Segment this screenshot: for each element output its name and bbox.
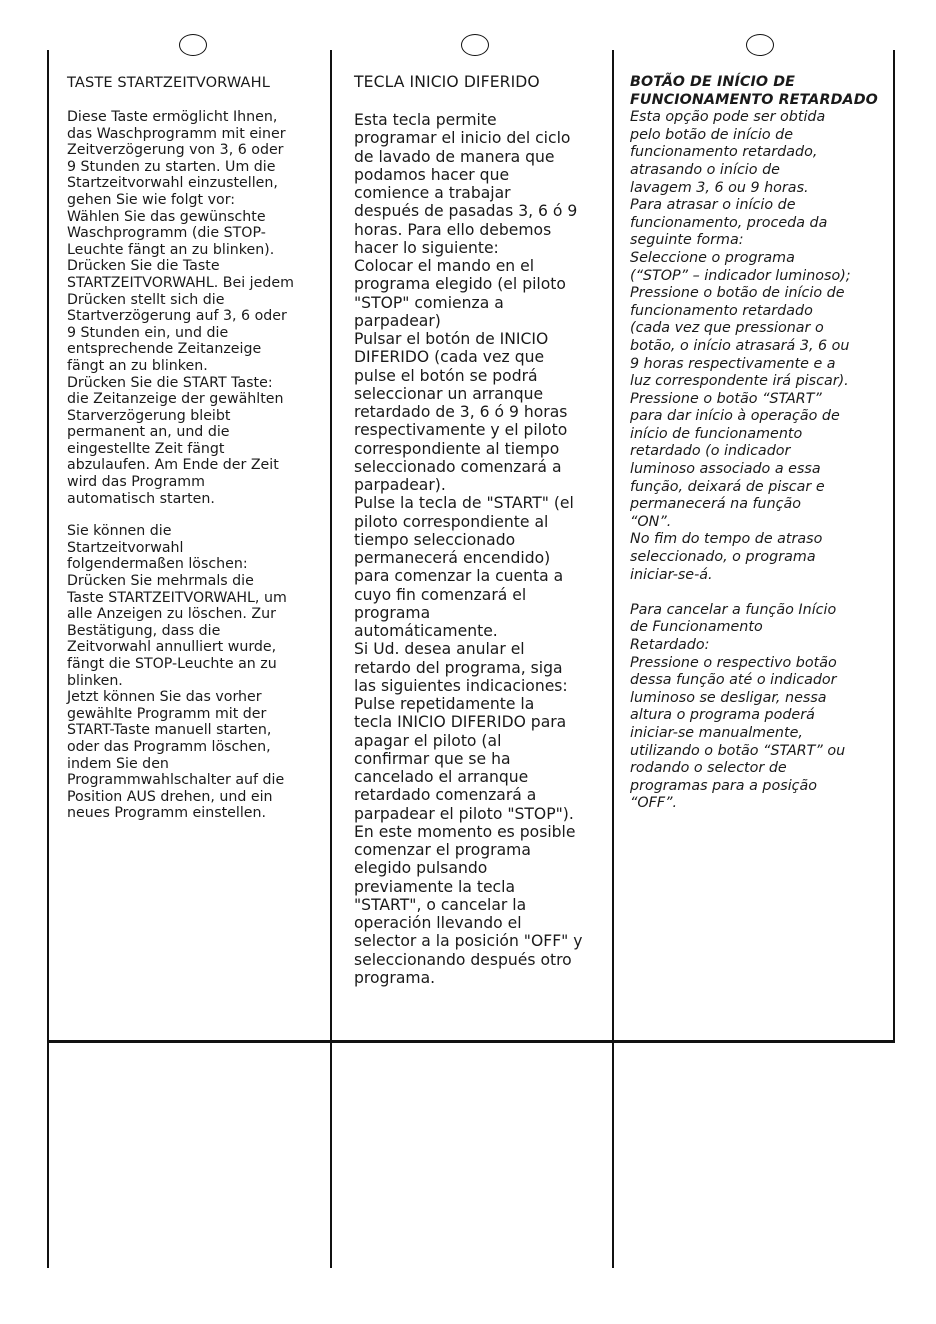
body-paragraph: Sie können die Startzeitvorwahl folgendermaßen löschen: Drücken Sie mehrmals die Taste STARTZEITVORWAHL, um alle Anzeigen zu löschen. Zur Bestätigung, dass die Zeitvorwahl annulliert wurde, fängt die STOP-Leuchte an zu blinken. Jetzt können Sie das vorher gewählte Programm mit der START-Taste manuell starten, oder das Programm löschen, indem Sie den Programmwahlschalter auf die Position AUS drehen, und ein neues Programm einstellen.	[67, 523, 287, 822]
section-heading: BOTÃO DE INÍCIO DE FUNCIONAMENTO RETARDADO	[630, 74, 878, 108]
section-heading: TECLA INICIO DIFERIDO	[354, 73, 540, 91]
section-divider	[47, 1040, 895, 1043]
language-badge-pt	[746, 34, 774, 56]
body-paragraph: Diese Taste ermöglicht Ihnen, das Waschprogramm mit einer Zeitverzögerung von 3, 6 oder 9 Stunden zu starten. Um die Startzeitvorwahl einzustellen, gehen Sie wie folgt vor: Wählen Sie das gewünschte Waschprogramm (die STOP- Leuchte fängt an zu blinken). Drücken Sie die Taste STARTZEITVORWAHL. Bei jedem Drücken stellt sich die Startverzögerung auf 3, 6 oder 9 Stunden ein, und die entsprechende Zeitanzeige fängt an zu blinken. Drücken Sie die START Taste: die Zeitanzeige der gewählten Starverzögerung bleibt permanent an, und die eingestellte Zeit fängt abzulaufen. Am Ende der Zeit wird das Programm automatisch starten.	[67, 109, 294, 507]
language-badge-de	[179, 34, 207, 56]
body-paragraph: Esta tecla permite programar el inicio del ciclo de lavado de manera que podamos hacer que comience a trabajar después de pasadas 3, 6 ó 9 horas. Para ello debemos hacer lo siguiente: Colocar el mando en el programa elegido (el piloto "STOP" comienza a parpadear) Pulsar el botón de INICIO DIFERIDO (cada vez que pulse el botón se podrá seleccionar un arranque retardado de 3, 6 ó 9 horas respectivamente y el piloto correspondiente al tiempo seleccionado comenzará a parpadear). Pulse la tecla de "START" (el piloto correspondiente al tiempo seleccionado permanecerá encendido) para comenzar la cuenta a cuyo fin comenzará el programa automáticamente. Si Ud. desea anular el retardo del programa, siga las siguientes indicaciones: Pulse repetidamente la tecla INICIO DIFERIDO para apagar el piloto (al confirmar que se ha cancelado el arranque retardado comenzará a parpadear el piloto "STOP"). En este momento es posible comenzar el programa elegido pulsando previamente la tecla "START", o cancelar la operación llevando el selector a la posición "OFF" y seleccionando después otro programa.	[354, 111, 583, 987]
column-spanish	[354, 74, 612, 987]
body-paragraph: Esta opção pode ser obtida pelo botão de início de funcionamento retardado, atrasando o início de lavagem 3, 6 ou 9 horas. Para atrasar o início de funcionamento, proceda da seguinte forma: Seleccione o programa (“STOP” – indicador luminoso); Pressione o botão de início de funcionamento retardado (cada vez que pressionar o botão, o início atrasará 3, 6 ou 9 horas respectivamente e a luz correspondente irá piscar). Pressione o botão “START” para dar início à operação de início de funcionamento retardado (o indicador luminoso associado a essa função, deixará de piscar e permanecerá na função “ON”. No fim do tempo de atraso seleccionado, o programa iniciar-se-á.	[630, 109, 851, 583]
column-portuguese	[630, 74, 892, 813]
body-paragraph: Para cancelar a função Início de Funcionamento Retardado: Pressione o respectivo botão dessa função até o indicador luminoso se desligar, nessa altura o programa poderá iniciar-se manualmente, utilizando o botão “START” ou rodando o selector de programas para a posição “OFF”.	[630, 601, 846, 812]
section-heading: TASTE STARTZEITVORWAHL	[67, 74, 270, 91]
column-divider-right	[893, 50, 895, 1043]
column-divider-middle-right	[612, 50, 614, 1268]
column-divider-middle-left	[330, 50, 332, 1268]
column-divider-left	[47, 50, 49, 1268]
language-badge-es	[461, 34, 489, 56]
column-german	[67, 74, 329, 822]
